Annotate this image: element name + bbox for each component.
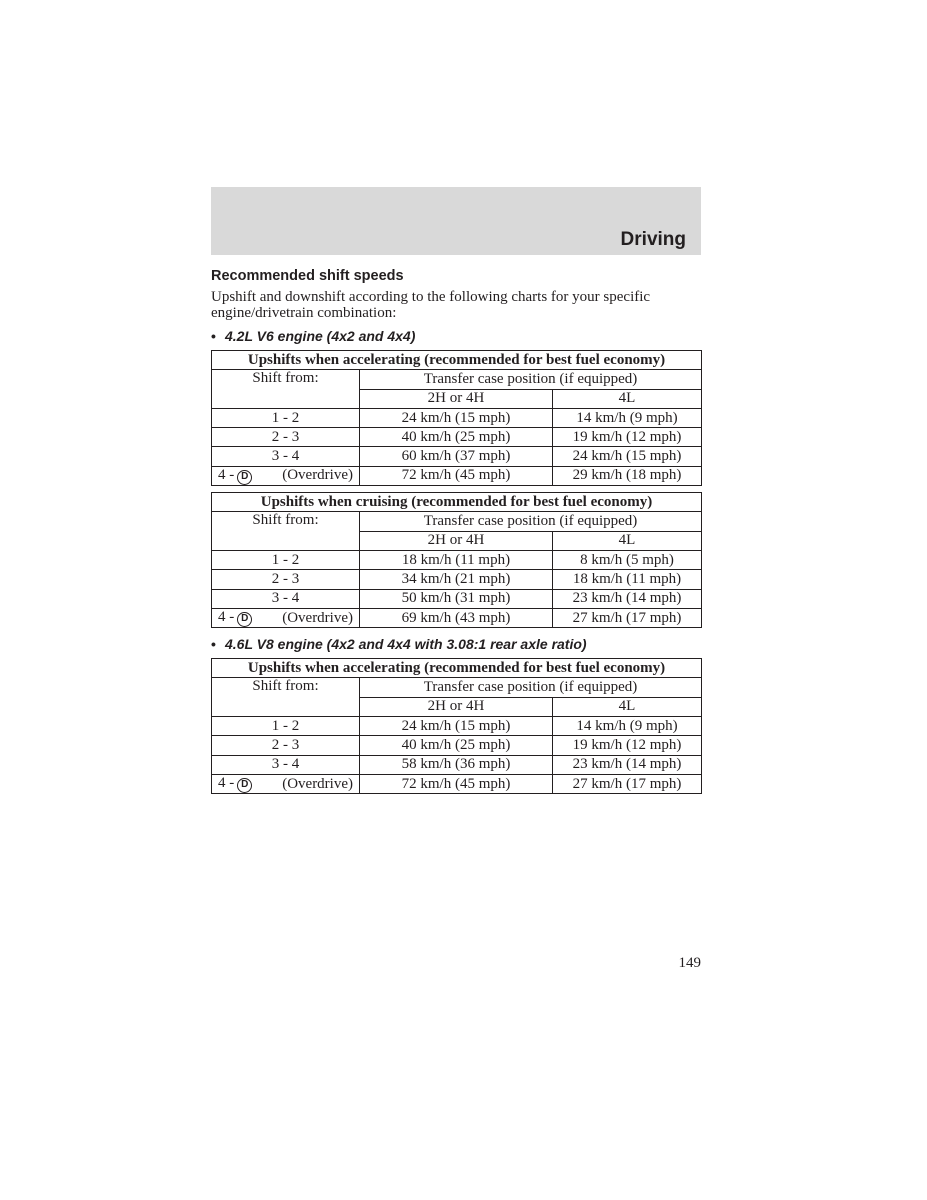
shift-from-prefix xyxy=(218,775,252,793)
shift-from-prefix xyxy=(218,609,252,627)
table-header-row xyxy=(212,512,702,531)
engine-bullet-v6 xyxy=(211,328,701,344)
speed-2h-4h-cell: 69 km/h (43 mph) xyxy=(360,608,553,627)
table-title: Upshifts when accelerating (recommended for best fuel economy) xyxy=(212,659,702,678)
shift-from-cell xyxy=(212,466,360,485)
overdrive-label: (Overdrive) xyxy=(282,609,353,626)
engine-label: 4.6L V8 engine (4x2 and 4x4 with 3.08:1 rear axle ratio) xyxy=(225,636,587,653)
speed-2h-4h-cell: 60 km/h (37 mph) xyxy=(360,447,553,466)
bullet-dot: • xyxy=(211,328,216,344)
shift-from-cell xyxy=(212,608,360,627)
speed-2h-4h-cell: 18 km/h (11 mph) xyxy=(360,550,553,569)
table-header-row xyxy=(212,370,702,389)
table-row xyxy=(212,570,702,589)
table-row xyxy=(212,408,702,427)
table-title-row xyxy=(212,659,702,678)
table-row-overdrive xyxy=(212,466,702,485)
speed-4l-cell: 14 km/h (9 mph) xyxy=(553,717,702,736)
table-title: Upshifts when accelerating (recommended for best fuel economy) xyxy=(212,351,702,370)
speed-4l-cell: 27 km/h (17 mph) xyxy=(553,608,702,627)
transfer-case-header: Transfer case position (if equipped) xyxy=(360,512,702,531)
speed-4l-cell: 8 km/h (5 mph) xyxy=(553,550,702,569)
speed-2h-4h-cell: 24 km/h (15 mph) xyxy=(360,408,553,427)
drive-overdrive-icon: D xyxy=(237,778,252,793)
speed-4l-cell: 19 km/h (12 mph) xyxy=(553,736,702,755)
table-row xyxy=(212,589,702,608)
speed-2h-4h-cell: 72 km/h (45 mph) xyxy=(360,774,553,793)
speed-4l-cell: 29 km/h (18 mph) xyxy=(553,466,702,485)
shift-table-v8-accelerating xyxy=(211,658,702,794)
engine-bullet-v8 xyxy=(211,636,701,652)
speed-2h-4h-cell: 40 km/h (25 mph) xyxy=(360,428,553,447)
table-row xyxy=(212,550,702,569)
speed-4l-cell: 14 km/h (9 mph) xyxy=(553,408,702,427)
shift-from-prefix-text: 4 - xyxy=(218,609,235,626)
shift-from-cell: 2 - 3 xyxy=(212,570,360,589)
table-row xyxy=(212,736,702,755)
shift-table-v6-cruising xyxy=(211,492,702,628)
column-header-4l: 4L xyxy=(553,697,702,716)
shift-from-cell: 1 - 2 xyxy=(212,550,360,569)
section-title: Driving xyxy=(620,229,686,250)
overdrive-label: (Overdrive) xyxy=(282,467,353,484)
speed-4l-cell: 24 km/h (15 mph) xyxy=(553,447,702,466)
transfer-case-header: Transfer case position (if equipped) xyxy=(360,678,702,697)
page-heading: Recommended shift speeds xyxy=(211,268,404,284)
section-header-band xyxy=(211,187,701,255)
table-row-overdrive xyxy=(212,608,702,627)
table-row xyxy=(212,428,702,447)
shift-from-cell: 3 - 4 xyxy=(212,447,360,466)
speed-4l-cell: 19 km/h (12 mph) xyxy=(553,428,702,447)
column-header-2h-4h: 2H or 4H xyxy=(360,389,553,408)
table-title: Upshifts when cruising (recommended for best fuel economy) xyxy=(212,493,702,512)
shift-from-header: Shift from: xyxy=(212,512,360,551)
shift-from-prefix-text: 4 - xyxy=(218,467,235,484)
column-header-2h-4h: 2H or 4H xyxy=(360,531,553,550)
overdrive-label: (Overdrive) xyxy=(282,775,353,792)
transfer-case-header: Transfer case position (if equipped) xyxy=(360,370,702,389)
speed-4l-cell: 18 km/h (11 mph) xyxy=(553,570,702,589)
speed-2h-4h-cell: 24 km/h (15 mph) xyxy=(360,717,553,736)
bullet-dot: • xyxy=(211,636,216,653)
page-content xyxy=(211,268,701,800)
speed-2h-4h-cell: 34 km/h (21 mph) xyxy=(360,570,553,589)
speed-2h-4h-cell: 50 km/h (31 mph) xyxy=(360,589,553,608)
shift-from-cell: 3 - 4 xyxy=(212,755,360,774)
column-header-2h-4h: 2H or 4H xyxy=(360,697,553,716)
shift-from-cell xyxy=(212,774,360,793)
column-header-4l: 4L xyxy=(553,531,702,550)
shift-from-prefix xyxy=(218,467,252,485)
shift-from-cell: 3 - 4 xyxy=(212,589,360,608)
drive-overdrive-icon: D xyxy=(237,470,252,485)
shift-table-v6-accelerating xyxy=(211,350,702,486)
shift-from-cell: 2 - 3 xyxy=(212,428,360,447)
table-row-overdrive xyxy=(212,774,702,793)
table-row xyxy=(212,755,702,774)
shift-from-header: Shift from: xyxy=(212,678,360,717)
drive-overdrive-icon: D xyxy=(237,612,252,627)
intro-paragraph: Upshift and downshift according to the following charts for your specific engine/drivetrain combination: xyxy=(211,289,651,321)
engine-label: 4.2L V6 engine (4x2 and 4x4) xyxy=(225,328,416,344)
speed-2h-4h-cell: 40 km/h (25 mph) xyxy=(360,736,553,755)
shift-from-header: Shift from: xyxy=(212,370,360,409)
table-header-row xyxy=(212,678,702,697)
shift-from-cell: 2 - 3 xyxy=(212,736,360,755)
speed-4l-cell: 23 km/h (14 mph) xyxy=(553,755,702,774)
shift-from-cell: 1 - 2 xyxy=(212,408,360,427)
shift-from-cell: 1 - 2 xyxy=(212,717,360,736)
table-title-row xyxy=(212,351,702,370)
speed-4l-cell: 23 km/h (14 mph) xyxy=(553,589,702,608)
speed-2h-4h-cell: 58 km/h (36 mph) xyxy=(360,755,553,774)
speed-4l-cell: 27 km/h (17 mph) xyxy=(553,774,702,793)
table-row xyxy=(212,717,702,736)
speed-2h-4h-cell: 72 km/h (45 mph) xyxy=(360,466,553,485)
table-title-row xyxy=(212,493,702,512)
page-number: 149 xyxy=(678,955,701,971)
shift-from-prefix-text: 4 - xyxy=(218,775,235,792)
table-row xyxy=(212,447,702,466)
column-header-4l: 4L xyxy=(553,389,702,408)
